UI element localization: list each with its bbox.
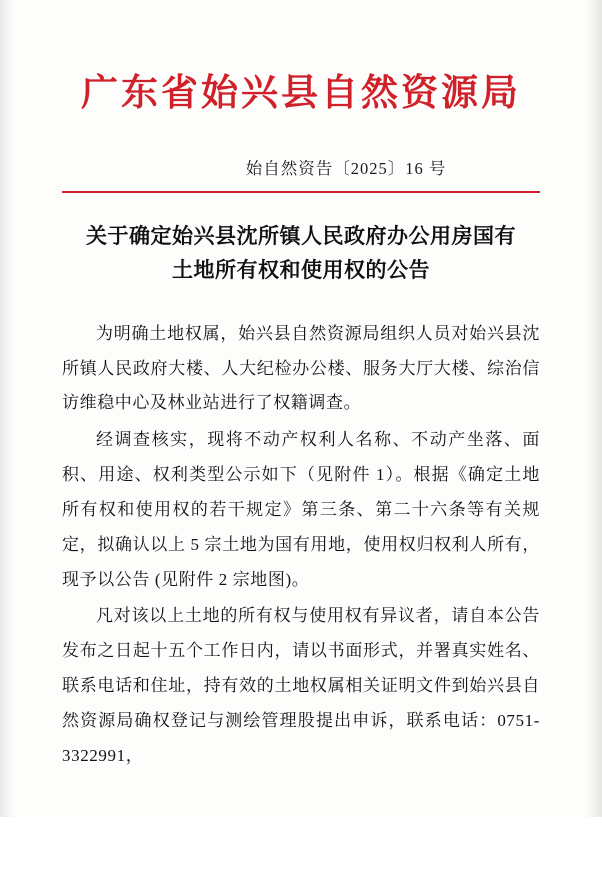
body-paragraph: 凡对该以上土地的所有权与使用权有异议者，请自本公告发布之日起十五个工作日内，请以书面形式，并署真实姓名、联系电话和住址，持有效的土地权属相关证明文件到始兴县自然资源局确权登记与测绘管理股提出申诉，联系电话：0751-3322991， [62,606,540,765]
body-paragraph: 为明确土地权属，始兴县自然资源局组织人员对始兴县沈所镇人民政府大楼、人大纪检办公楼、服务大厅大楼、综治信访维稳中心及林业站进行了权籍调查。 [62,323,540,413]
page-bottom-space [62,776,540,896]
red-divider-rule [62,191,540,193]
body-paragraph: 经调查核实，现将不动产权利人名称、不动产坐落、面积、用途、权利类型公示如下（见附件 1）。根据《确定土地所有权和使用权的若干规定》第三条、第二十六条等有关规定，拟确认以上 5 宗土地为国有用地，使用权归权利人所有，现予以公告 (见附件 2 宗地图)。 [62,430,540,589]
document-masthead: 广东省始兴县自然资源局 [81,70,521,114]
document-title-line-2: 土地所有权和使用权的公告 [172,257,430,282]
document-title-line-1: 关于确定始兴县沈所镇人民政府办公用房国有 [86,223,516,248]
document-number: 始自然资告〔2025〕16 号 [245,158,447,178]
document-body [62,317,540,774]
document-title [62,219,540,287]
